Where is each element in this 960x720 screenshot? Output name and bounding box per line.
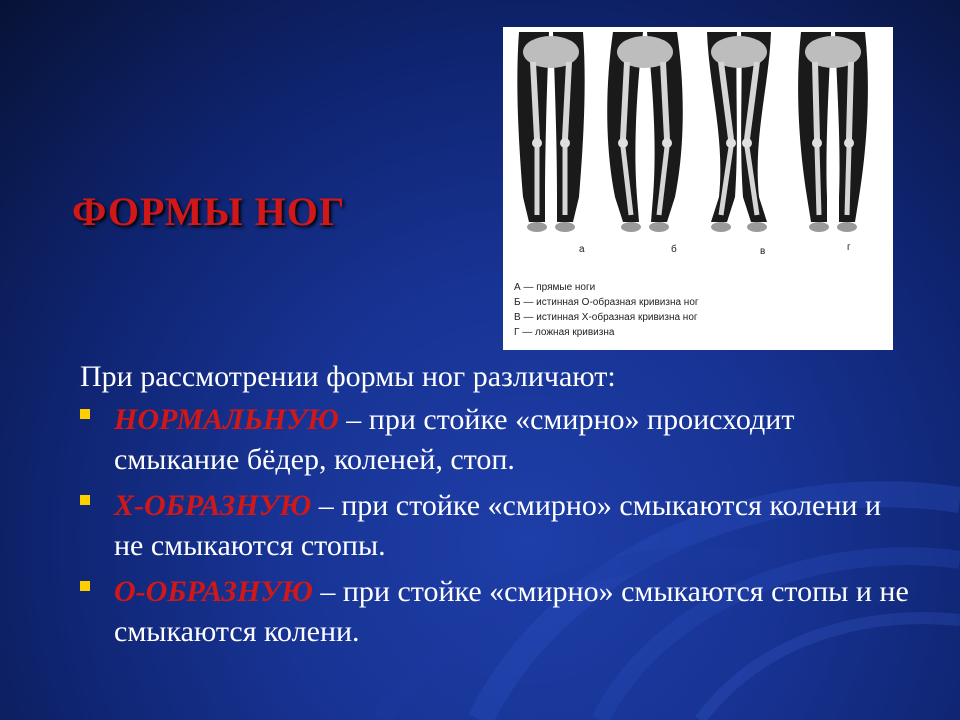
- term-normal: НОРМАЛЬНУЮ: [114, 403, 339, 436]
- leg-pair-a: [517, 32, 584, 232]
- legend-line-b: Б — истинная О-образная кривизна ног: [514, 297, 699, 308]
- legend-line-c: В — истинная Х-образная кривизна ног: [514, 312, 698, 323]
- legs-figure: [503, 27, 893, 350]
- term-x-shaped: Х-ОБРАЗНУЮ: [114, 489, 312, 522]
- intro-text: При рассмотрении формы ног различают:: [80, 360, 616, 393]
- term-o-shaped: О-ОБРАЗНУЮ: [114, 575, 313, 608]
- item-text-x-shaped: – при стойке «смирно» смыкаются колени и не смыкаются стопы.: [114, 489, 882, 562]
- figure-letter-c: в: [760, 246, 766, 257]
- list-item-normal: [80, 400, 910, 480]
- leg-pair-b: [607, 32, 683, 232]
- legend-line-d: Г — ложная кривизна: [514, 327, 615, 338]
- legs-skeleton-illustration: [503, 27, 893, 277]
- bullet-icon: [80, 409, 90, 419]
- figure-letter-a: а: [579, 244, 585, 255]
- leg-pair-d: [798, 32, 868, 232]
- figure-letter-d: г: [847, 242, 851, 253]
- item-text-o-shaped: – при стойке «смирно» смыкаются стопы и не смыкаются колени.: [114, 575, 909, 648]
- bullet-icon: [80, 495, 90, 505]
- figure-legend: [514, 280, 699, 340]
- bullet-icon: [80, 581, 90, 591]
- item-text-normal: – при стойке «смирно» происходит смыкание бёдер, коленей, стоп.: [114, 403, 795, 476]
- list-item-x-shaped: [80, 486, 910, 566]
- leg-pair-c: [707, 32, 771, 232]
- leg-forms-list: [80, 400, 910, 658]
- list-item-o-shaped: [80, 572, 910, 652]
- slide-title: ФОРМЫ НОГ: [72, 189, 346, 234]
- figure-letter-b: б: [671, 244, 677, 255]
- legend-line-a: А — прямые ноги: [514, 282, 596, 293]
